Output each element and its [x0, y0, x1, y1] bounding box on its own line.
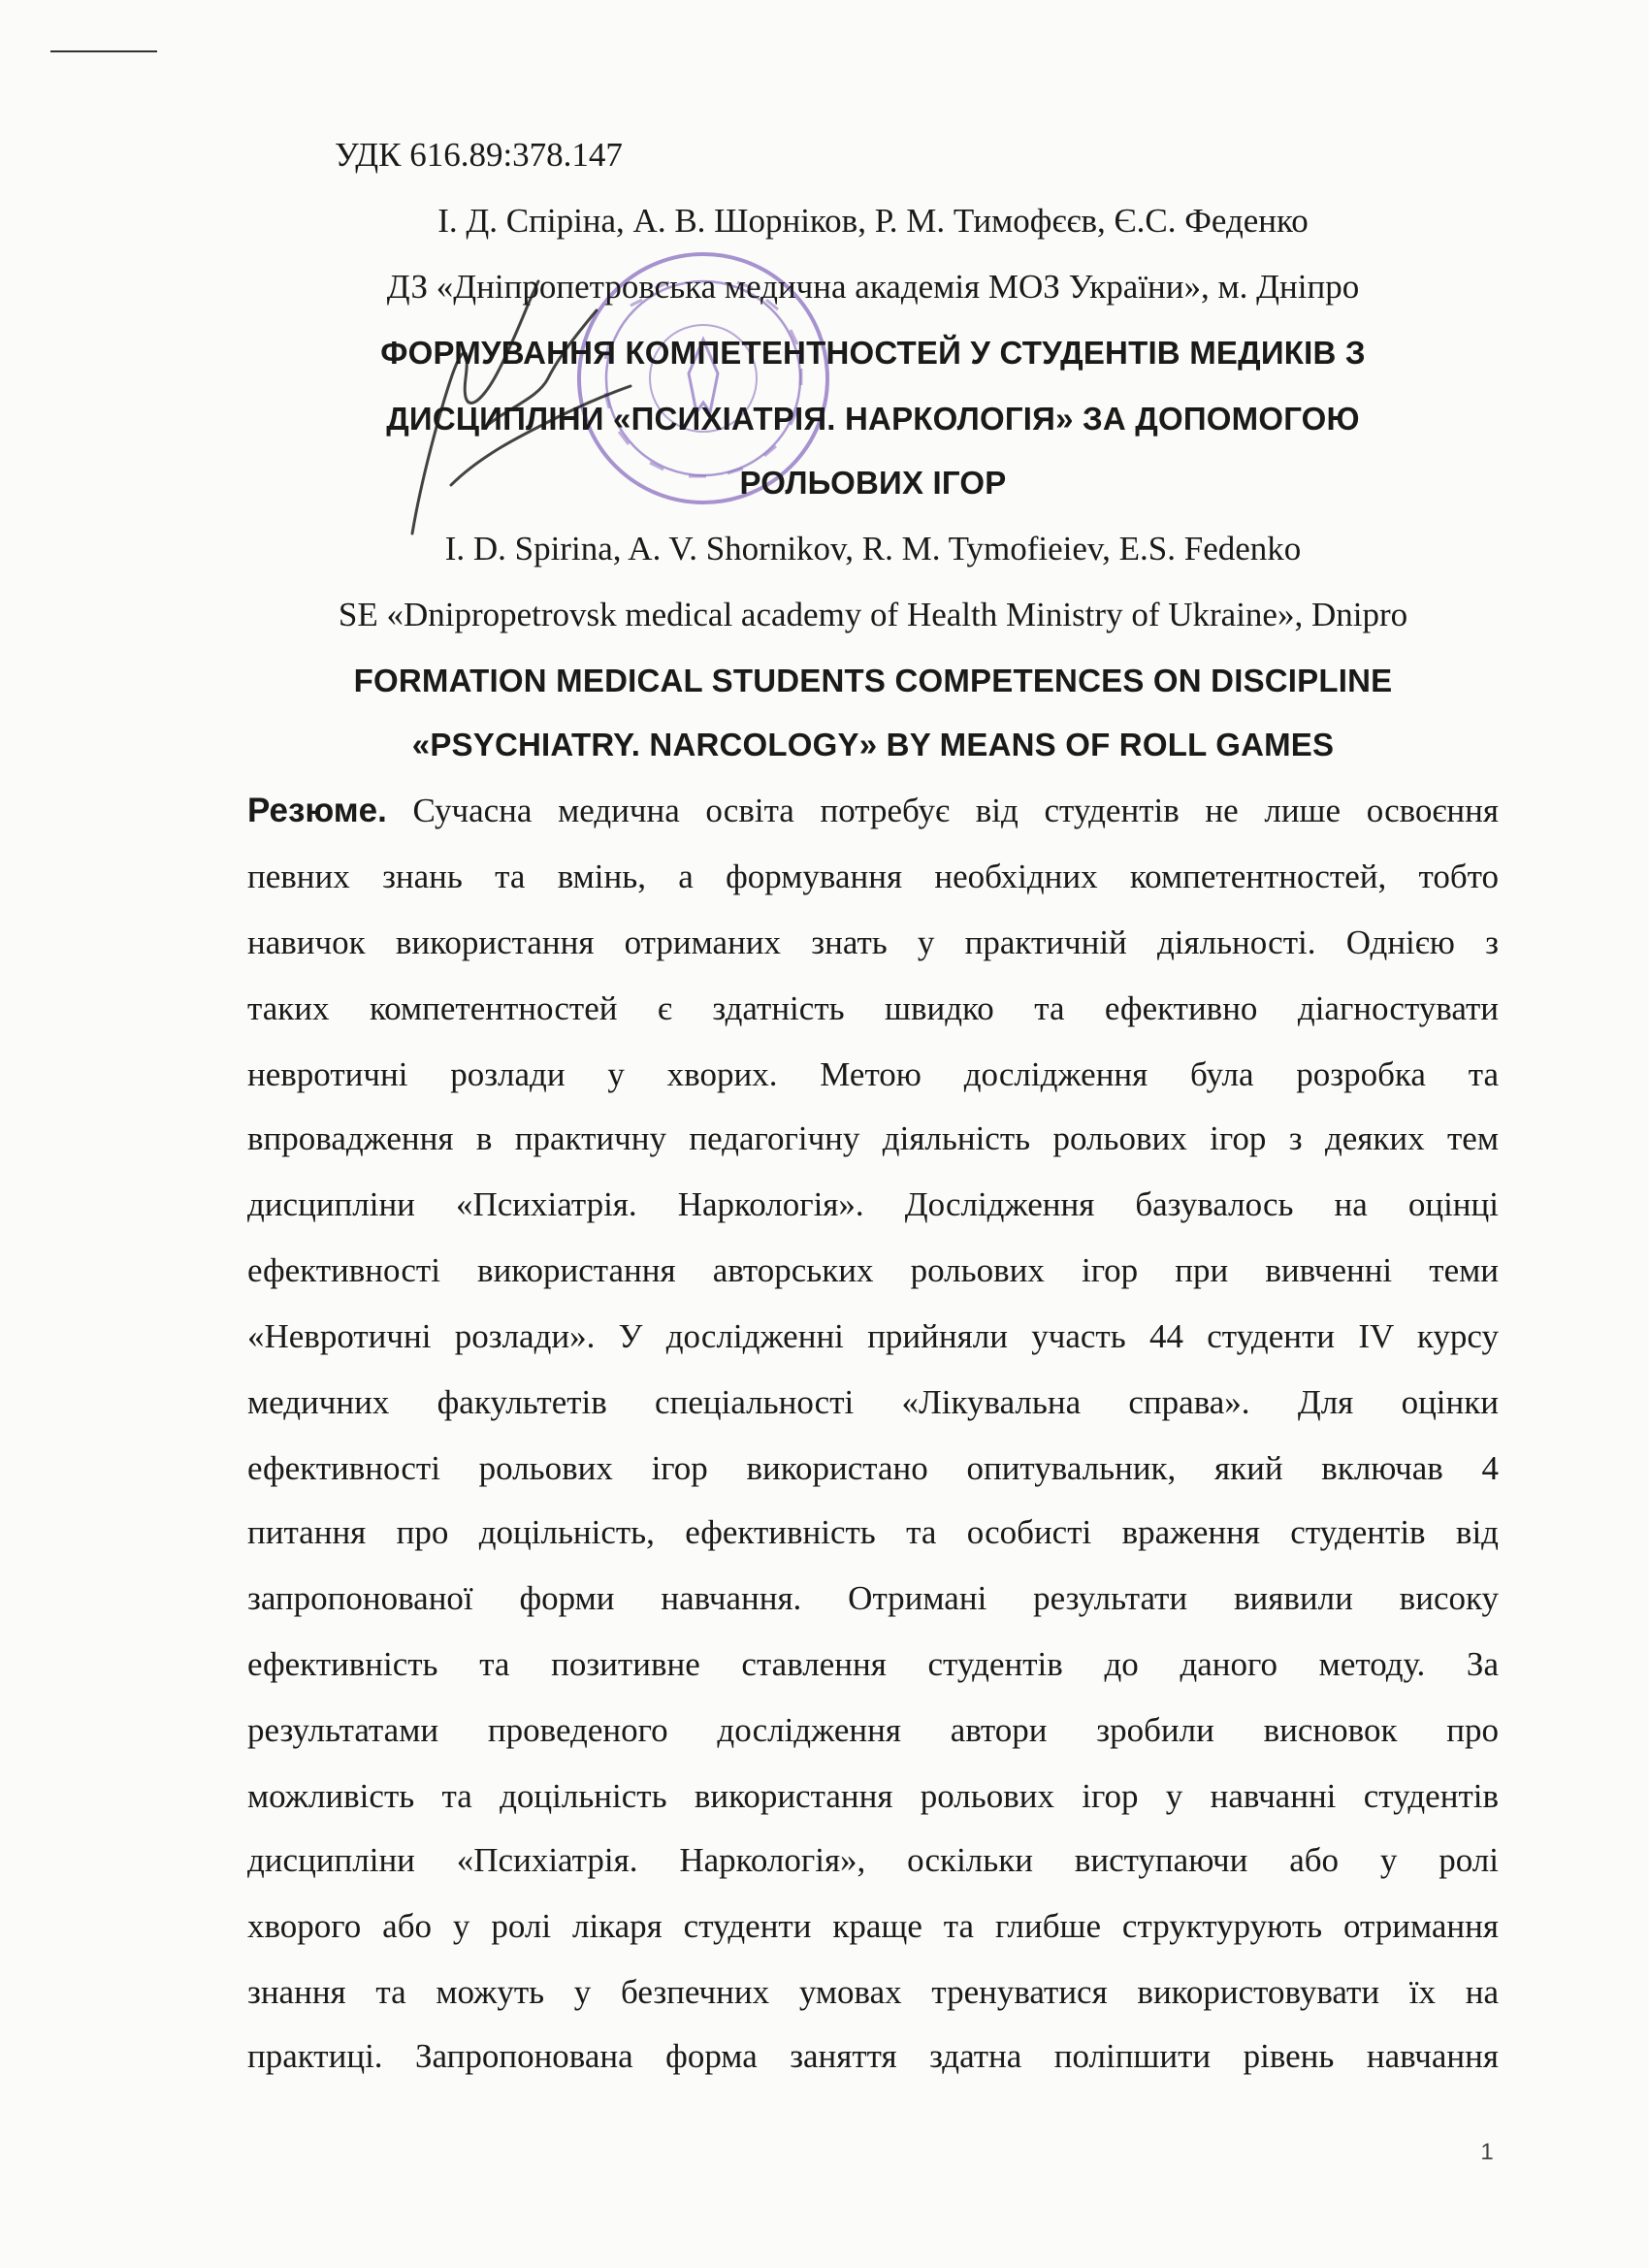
abstract-first-line-text: Сучасна медична освіта потребує від студентів не лише освоєння	[386, 792, 1499, 829]
title-ua-line-2: ДИСЦИПЛІНИ «ПСИХІАТРІЯ. НАРКОЛОГІЯ» ЗА ДОПОМОГОЮ	[386, 401, 1360, 437]
abstract-line-15: результатами проведеного дослідження автори зробили висновок про	[247, 1711, 1499, 1749]
abstract-line-18: хворого або у ролі лікаря студенти краще та глибше структурують отримання	[247, 1907, 1499, 1945]
abstract-line-20: практиці. Запропонована форма заняття здатна поліпшити рівень навчання	[247, 2037, 1499, 2075]
udk-code: УДК 616.89:378.147	[335, 136, 623, 174]
abstract-line-9: «Невротичні розлади». У дослідженні прийняли участь 44 студенти IV курсу	[247, 1317, 1499, 1355]
page-number: 1	[1480, 2139, 1494, 2165]
abstract-line-10: медичних факультетів спеціальності «Лікувальна справа». Для оцінки	[247, 1383, 1499, 1421]
abstract-line-5: невротичні розлади у хворих. Метою дослідження була розробка та	[247, 1055, 1499, 1093]
title-en-line-1: FORMATION MEDICAL STUDENTS COMPETENCES ON DISCIPLINE	[353, 663, 1393, 698]
abstract-line-6: впровадження в практичну педагогічну діяльність рольових ігор з деяких тем	[247, 1119, 1499, 1157]
abstract-line-1	[247, 792, 1499, 830]
title-ua-line-3: РОЛЬОВИХ ІГОР	[739, 465, 1007, 501]
abstract-line-7: дисципліни «Психіатрія. Наркологія». Дослідження базувалось на оцінці	[247, 1185, 1499, 1223]
title-ua-line-1: ФОРМУВАННЯ КОМПЕТЕНТНОСТЕЙ У СТУДЕНТІВ МЕДИКІВ З	[380, 335, 1366, 371]
authors-ua: І. Д. Спіріна, А. В. Шорніков, Р. М. Тимофєєв, Є.С. Феденко	[437, 202, 1309, 240]
title-en-line-2: «PSYCHIATRY. NARCOLOGY» BY MEANS OF ROLL GAMES	[411, 727, 1335, 762]
abstract-line-16: можливість та доцільність використання рольових ігор у навчанні студентів	[247, 1777, 1499, 1815]
abstract-line-11: ефективності рольових ігор використано опитувальник, який включав 4	[247, 1449, 1499, 1487]
scan-edge-mark	[50, 50, 157, 52]
abstract-line-14: ефективність та позитивне ставлення студентів до даного методу. За	[247, 1645, 1499, 1683]
abstract-line-19: знання та можуть у безпечних умовах тренуватися використовувати їх на	[247, 1973, 1499, 2011]
abstract-line-13: запропонованої форми навчання. Отримані результати виявили високу	[247, 1579, 1499, 1617]
abstract-line-8: ефективності використання авторських рольових ігор при вивченні теми	[247, 1251, 1499, 1289]
abstract-line-2: певних знань та вмінь, а формування необхідних компетентностей, тобто	[247, 858, 1499, 895]
institution-en: SE «Dnipropetrovsk medical academy of Health Ministry of Ukraine», Dnipro	[338, 596, 1408, 633]
abstract-line-3: навичок використання отриманих знать у практичній діяльності. Однією з	[247, 923, 1499, 961]
abstract-label: Резюме.	[247, 792, 387, 829]
abstract-line-12: питання про доцільність, ефективність та особисті враження студентів від	[247, 1513, 1499, 1551]
abstract-line-17: дисципліни «Психіатрія. Наркологія», оскільки виступаючи або у ролі	[247, 1841, 1499, 1879]
abstract-line-4: таких компетентностей є здатність швидко та ефективно діагностувати	[247, 989, 1499, 1027]
authors-en: I. D. Spirina, A. V. Shornikov, R. M. Tymofieiev, E.S. Fedenko	[444, 530, 1302, 567]
institution-ua: ДЗ «Дніпропетровська медична академія МОЗ України», м. Дніпро	[386, 268, 1360, 306]
